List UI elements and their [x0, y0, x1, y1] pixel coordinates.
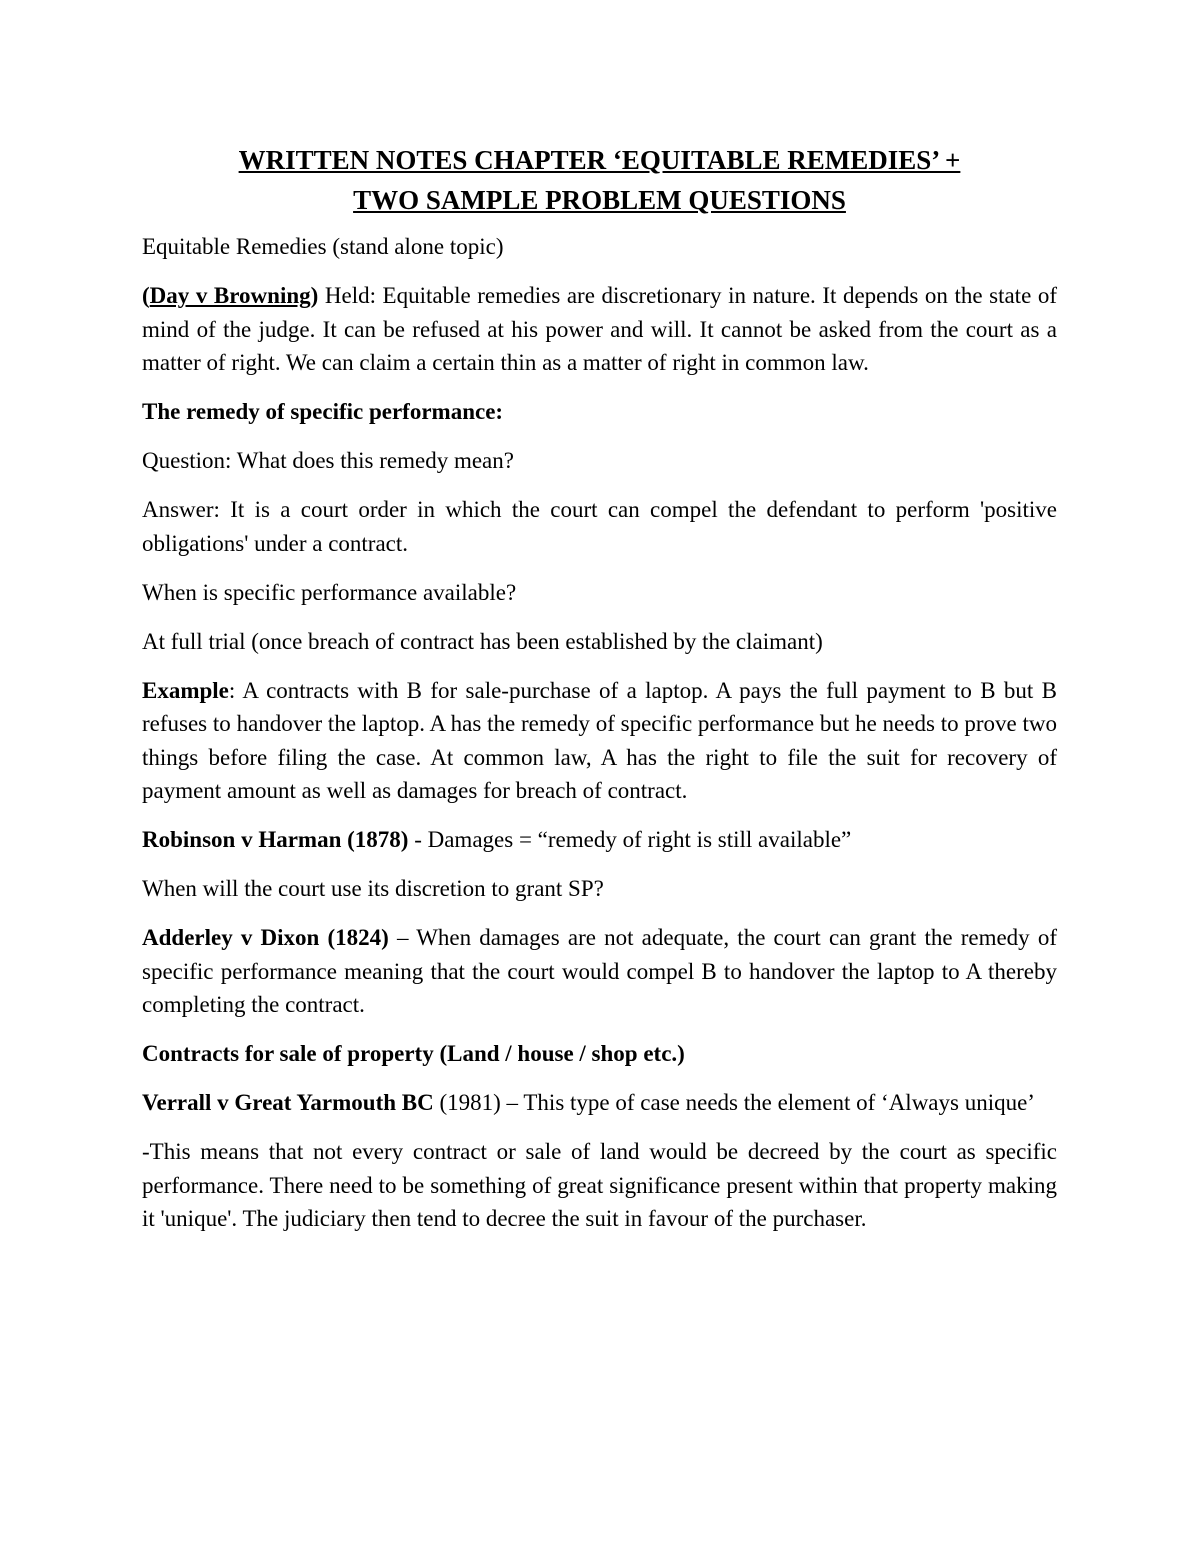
case-name-robinson: Robinson v Harman (1878) — [142, 827, 409, 852]
contracts-property-heading: Contracts for sale of property (Land / house / shop etc.) — [142, 1041, 685, 1066]
example-paragraph — [142, 674, 1057, 808]
title-line-1: WRITTEN NOTES CHAPTER ‘EQUITABLE REMEDIES’ + — [238, 145, 961, 175]
when-available-paragraph: When is specific performance available? — [142, 579, 517, 605]
verrall-paragraph — [142, 1086, 1057, 1120]
answer-paragraph: Answer: It is a court order in which the court can compel the defendant to perform 'positive obligations' under a contract. — [142, 497, 1057, 556]
document-page — [142, 140, 1057, 1251]
example-label: Example — [142, 677, 229, 703]
day-browning-text: Held: Equitable remedies are discretionary in nature. It depends on the state of mind of the judge. It can be refused at his power and will. It cannot be asked from the court as a matter of right. We can claim a certain thin as a matter of right in common law. — [142, 283, 1058, 375]
document-title — [142, 140, 1057, 220]
full-trial-paragraph: At full trial (once breach of contract has been established by the claimant) — [142, 628, 823, 654]
close-paren: ) — [310, 283, 319, 308]
verrall-text: (1981) – This type of case needs the element of ‘Always unique’ — [433, 1090, 1035, 1115]
adderley-paragraph — [142, 921, 1057, 1022]
robinson-text: - Damages = “remedy of right is still available” — [408, 827, 852, 852]
specific-performance-heading: The remedy of specific performance: — [142, 399, 504, 424]
case-name-adderley: Adderley v Dixon (1824) — [142, 925, 389, 950]
title-line-2: TWO SAMPLE PROBLEM QUESTIONS — [353, 185, 846, 215]
question-paragraph: Question: What does this remedy mean? — [142, 448, 514, 473]
when-discretion-paragraph: When will the court use its discretion to grant SP? — [142, 876, 604, 901]
case-name-day-browning: Day v Browning — [149, 283, 311, 308]
open-paren: ( — [142, 283, 150, 308]
intro-paragraph: Equitable Remedies (stand alone topic) — [142, 234, 504, 259]
adderley-text: – When damages are not adequate, the court can grant the remedy of specific performance meaning that the court would compel B to handover the laptop to A thereby completing the contract. — [142, 925, 1057, 1017]
robinson-paragraph — [142, 823, 1057, 857]
unique-paragraph: -This means that not every contract or sale of land would be decreed by the court as specific performance. There need to be something of great significance present within that property making it 'unique'. The judiciary then tend to decree the suit in favour of the purchaser. — [142, 1139, 1057, 1231]
day-browning-paragraph — [142, 279, 1057, 380]
case-name-verrall: Verrall v Great Yarmouth BC — [142, 1090, 434, 1115]
example-text: : A contracts with B for sale-purchase of a laptop. A pays the full payment to B but B refuses to handover the laptop. A has the remedy of specific performance but he needs to prove two things before filing the case. At common law, A has the right to file the suit for recovery of payment amount as well as damages for breach of contract. — [142, 677, 1057, 803]
